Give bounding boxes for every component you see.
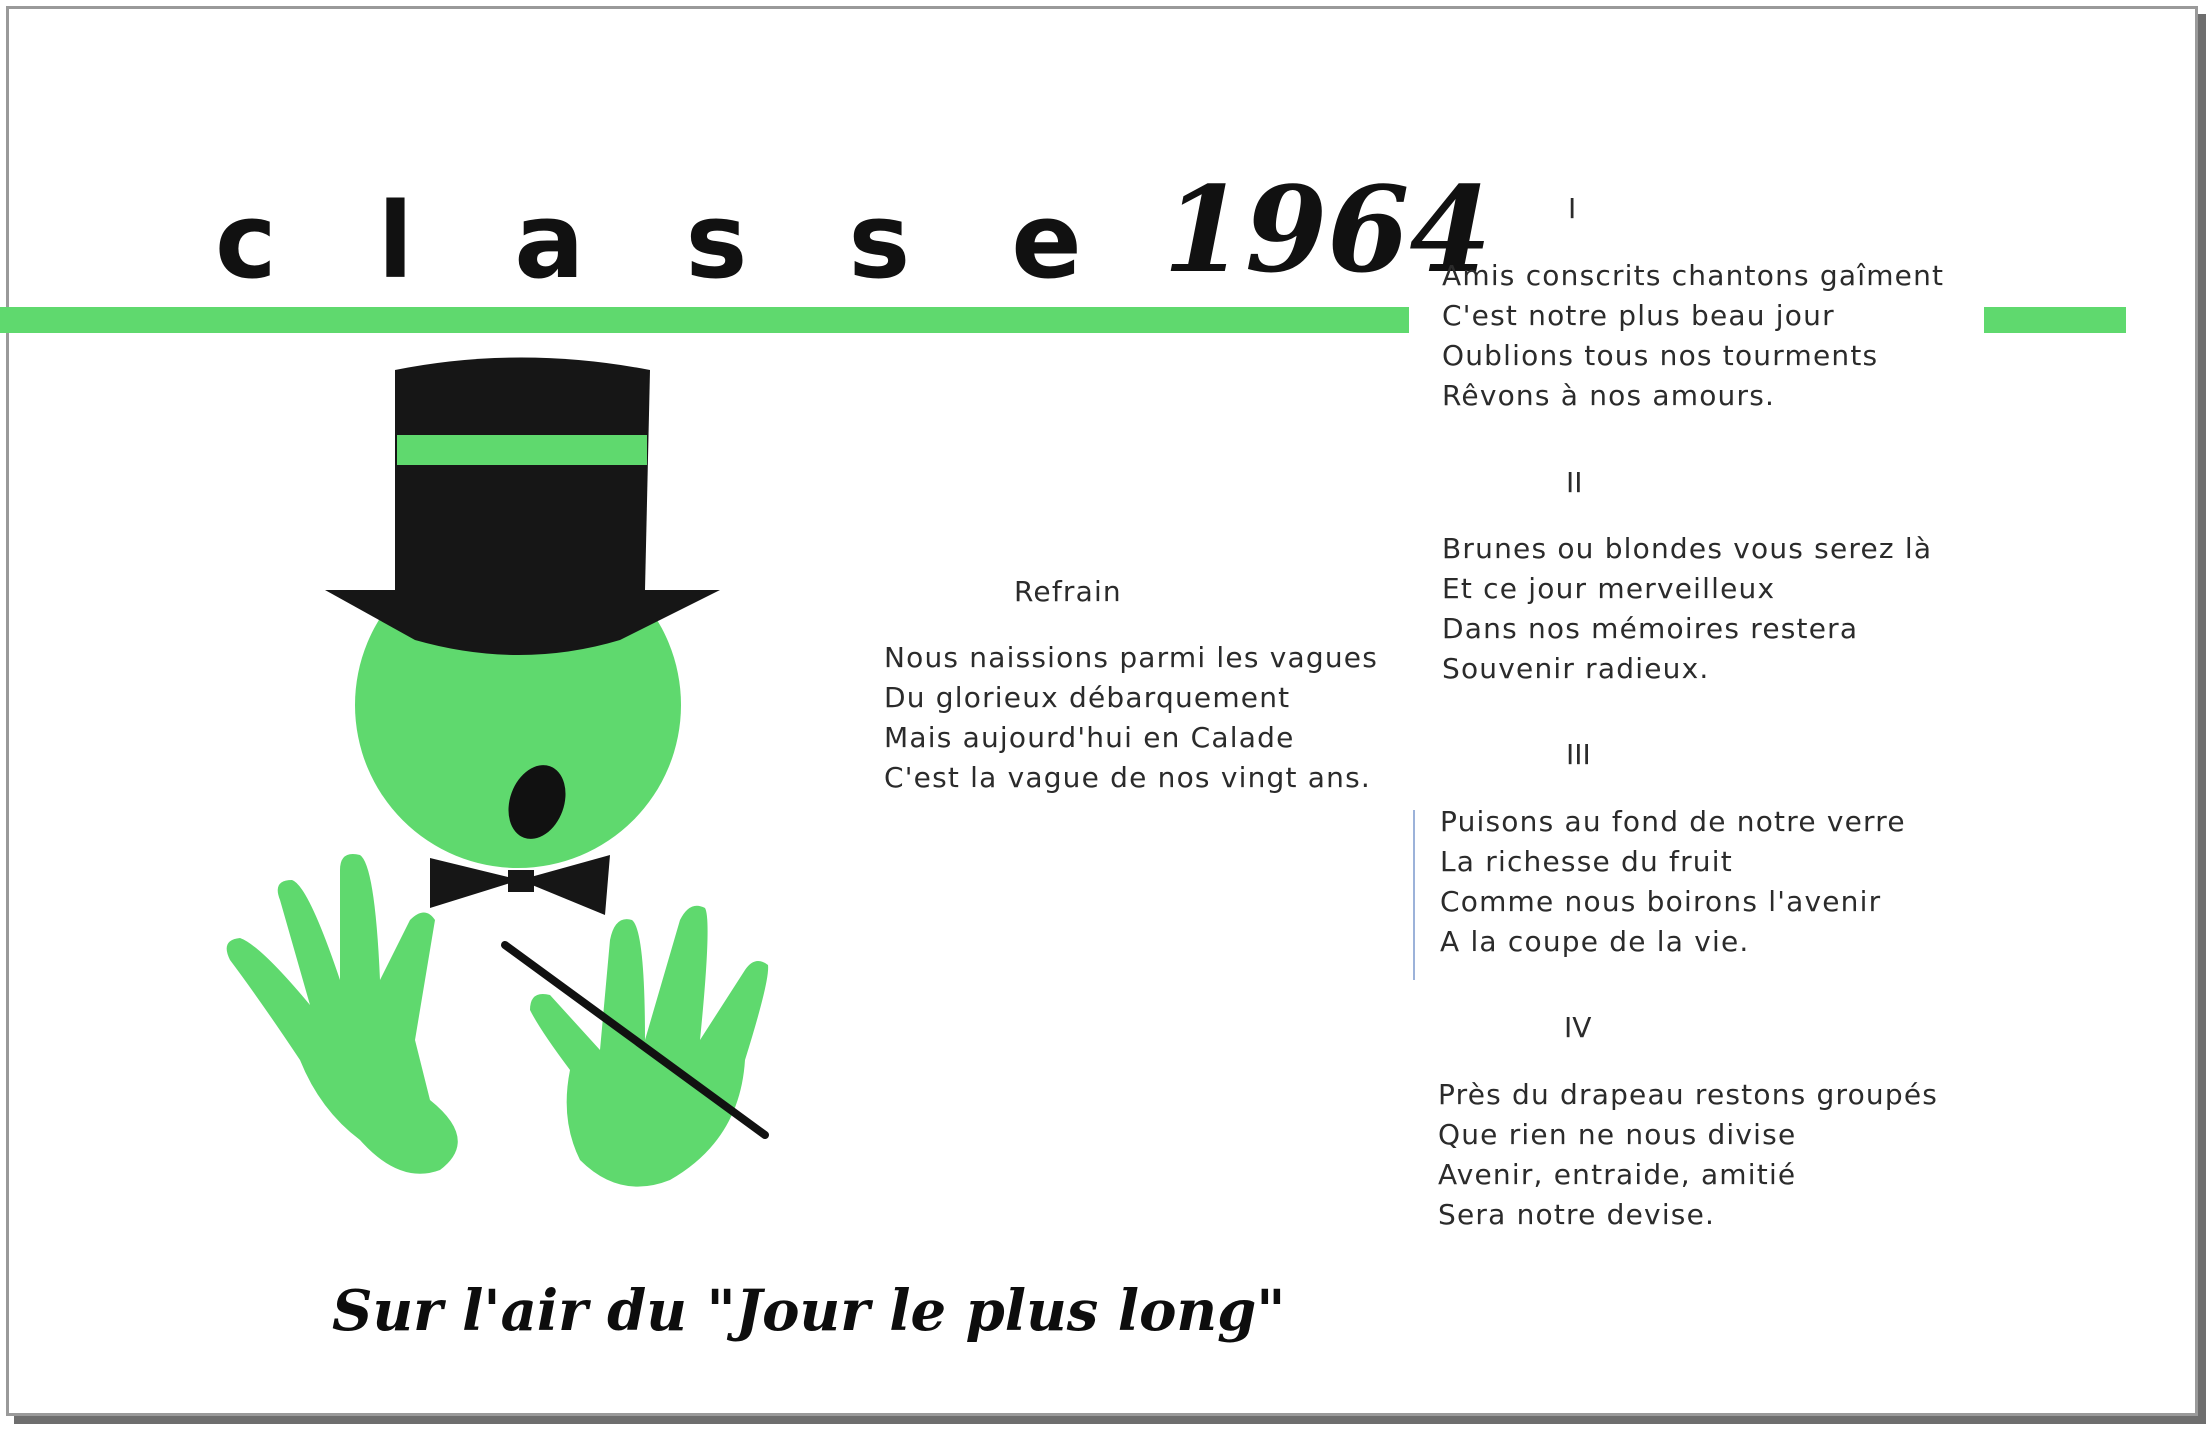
refrain-line: Du glorieux débarquement <box>884 681 1291 714</box>
top-hat-icon <box>325 358 720 656</box>
verse-line: A la coupe de la vie. <box>1440 925 1750 958</box>
pen-mark <box>1413 810 1421 980</box>
verse-number: III <box>1566 738 1591 771</box>
verse-line: Dans nos mémoires restera <box>1442 612 1859 645</box>
verse-line: Puisons au fond de notre verre <box>1440 805 1906 838</box>
verse-line: Avenir, entraide, amitié <box>1438 1158 1797 1191</box>
verse-line: Près du drapeau restons groupés <box>1438 1078 1939 1111</box>
green-divider-bar-right <box>1984 307 2126 333</box>
green-divider-bar <box>0 307 1409 333</box>
verse-line: La richesse du fruit <box>1440 845 1733 878</box>
verse-line: Et ce jour merveilleux <box>1442 572 1776 605</box>
verse-line: Brunes ou blondes vous serez là <box>1442 532 1933 565</box>
verse-4-text <box>1438 1075 1938 1235</box>
verse-1-text <box>1442 256 1944 416</box>
singing-conductor-illustration <box>200 340 860 1260</box>
verse-line: Rêvons à nos amours. <box>1442 379 1776 412</box>
refrain-line: Nous naissions parmi les vagues <box>884 641 1378 674</box>
verse-line: Sera notre devise. <box>1438 1198 1716 1231</box>
hand-icon <box>227 854 458 1174</box>
verse-number: I <box>1568 192 1577 225</box>
verse-line: Amis conscrits chantons gaîment <box>1442 259 1945 292</box>
tune-caption: Sur l'air du "Jour le plus long" <box>332 1278 1286 1344</box>
title-word: classe <box>215 180 1183 302</box>
verse-3-text <box>1440 802 1906 962</box>
refrain-heading: Refrain <box>1014 575 1122 608</box>
verse-line: Oublions tous nos tourments <box>1442 339 1879 372</box>
verse-line: Souvenir radieux. <box>1442 652 1710 685</box>
page-title <box>215 160 1492 302</box>
refrain-line: C'est la vague de nos vingt ans. <box>884 761 1371 794</box>
verse-number: IV <box>1564 1011 1592 1044</box>
verse-line: Comme nous boirons l'avenir <box>1440 885 1882 918</box>
verse-line: Que rien ne nous divise <box>1438 1118 1797 1151</box>
refrain-line: Mais aujourd'hui en Calade <box>884 721 1295 754</box>
verse-line: C'est notre plus beau jour <box>1442 299 1835 332</box>
verse-number: II <box>1566 466 1583 499</box>
title-year: 1964 <box>1163 160 1492 299</box>
verse-2-text <box>1442 529 1932 689</box>
refrain-text <box>884 638 1378 798</box>
